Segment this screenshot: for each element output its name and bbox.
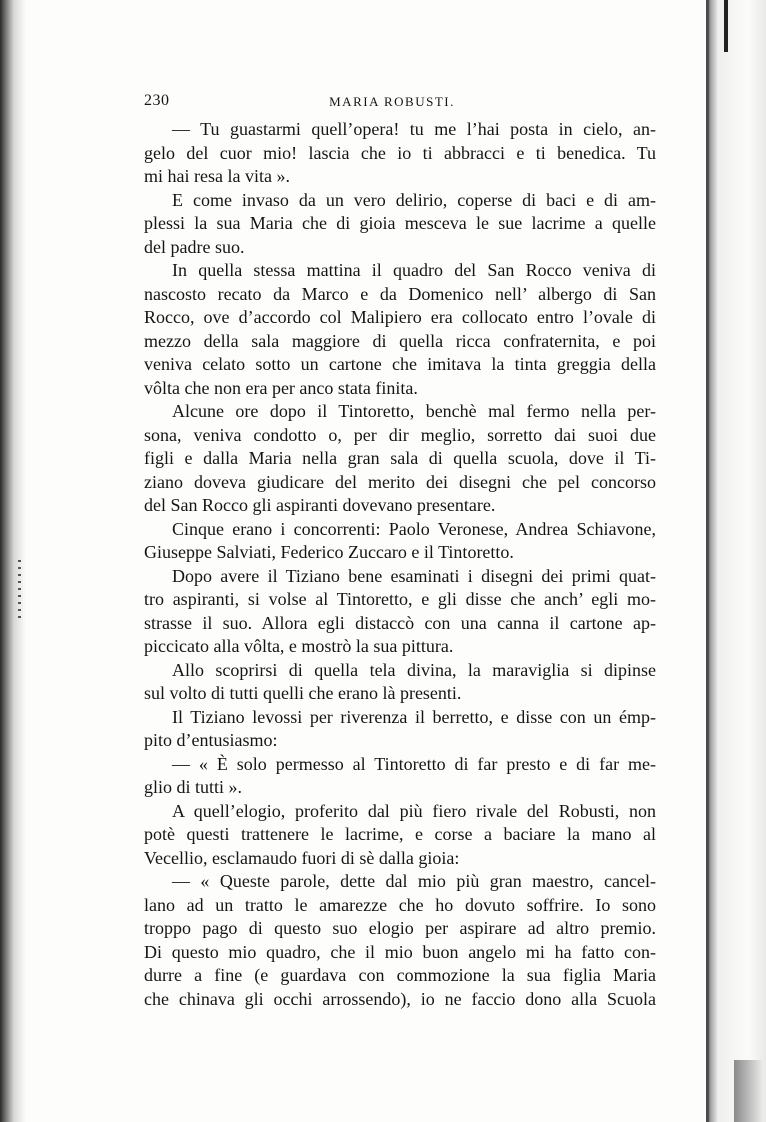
binding-gutter [0, 0, 26, 1122]
gutter-marks [18, 560, 21, 620]
text-line: A quell’elogio, proferito dal più fiero rivale del Robusti, non [172, 800, 656, 821]
text-block [128, 118, 656, 1011]
text-line: Il Tiziano levossi per riverenza il berretto, e disse con un émp- [172, 706, 656, 727]
text-line: glio di tutti ». [144, 777, 243, 797]
text-line: — Tu guastarmi quell’opera! tu me l’hai posta in cielo, an- [172, 119, 656, 139]
text-line: Cinque erano i concorrenti: Paolo Veronese, Andrea Schiavone, [172, 518, 656, 539]
text-line: lano ad un tratto le amarezze che ho dovuto soffrire. Io sono [144, 894, 656, 915]
text-line: durre a fine (e guardava con commozione la sua figlia Maria [144, 965, 656, 985]
running-title: MARIA ROBUSTI. [329, 94, 455, 109]
text-line: del San Rocco gli aspiranti dovevano presentare. [144, 495, 496, 515]
text-line: ziano doveva giudicare del merito dei disegni che pel concorso [144, 471, 656, 492]
text-line: plessi la sua Maria che di gioia mesceva le sue lacrime a quelle [144, 213, 656, 233]
text-line: troppo pago di questo suo elogio per aspirare ad altro premio. [144, 918, 656, 938]
text-line: Giuseppe Salviati, Federico Zuccaro e il Tintoretto. [144, 542, 514, 562]
text-line: vôlta che non era per anco stata finita. [144, 377, 418, 398]
text-line: strasse il suo. Allora egli distaccò con una canna il cartone ap- [144, 612, 656, 633]
text-line: potè questi trattenere le lacrime, e corse a baciare la mano al [144, 824, 656, 844]
page-body [128, 88, 656, 1011]
text-line: Allo scoprirsi di quella tela divina, la maraviglia si dipinse [172, 659, 656, 680]
text-line: mezzo della sala maggiore di quella ricca confraternita, e poi [144, 330, 656, 351]
text-line: sul volto di tutti quelli che erano là presenti. [144, 683, 462, 703]
page-number: 230 [144, 92, 170, 109]
text-line: del padre suo. [144, 236, 245, 257]
page-edge-corner [734, 1060, 764, 1122]
text-line: — « È solo permesso al Tintoretto di far presto e di far me- [172, 753, 656, 774]
text-line: sona, veniva condotto o, per dir meglio, sorretto dai suoi due [144, 424, 656, 445]
text-line: mi hai resa la vita ». [144, 166, 290, 186]
text-line: che chinava gli occhi arrossendo), io ne faccio dono alla Scuola [144, 988, 656, 1009]
page-edge-shadow [708, 0, 766, 1122]
text-line: piccicato alla vôlta, e mostrò la sua pittura. [144, 636, 454, 656]
page-edge-mark [724, 0, 728, 52]
text-line: Vecellio, esclamaudo fuori di sè dalla gioia: [144, 847, 460, 868]
text-line: Dopo avere il Tiziano bene esaminati i disegni dei primi quat- [172, 565, 656, 586]
page-edge [706, 0, 766, 1122]
text-line: veniva celato sotto un cartone che imitava la tinta greggia della [144, 354, 656, 374]
text-line: — « Queste parole, dette dal mio più gran maestro, cancel- [172, 871, 656, 891]
text-line: nascosto recato da Marco e da Domenico nell’ albergo di San [144, 283, 656, 304]
text-line: gelo del cuor mio! lascia che io ti abbracci e ti benedica. Tu [144, 142, 656, 163]
text-line: tro aspiranti, si volse al Tintoretto, e gli disse che anch’ egli mo- [144, 589, 656, 609]
text-line: In quella stessa mattina il quadro del San Rocco veniva di [172, 260, 656, 280]
text-line: E come invaso da un vero delirio, coperse di baci e di am- [172, 189, 656, 210]
text-line: Rocco, ove d’accordo col Malipiero era collocato entro l’ovale di [144, 307, 656, 327]
text-line: figli e dalla Maria nella gran sala di quella scuola, dove il Ti- [144, 448, 656, 468]
text-line: pito d’entusiasmo: [144, 730, 278, 750]
text-line: Di questo mio quadro, che il mio buon angelo mi ha fatto con- [144, 941, 656, 962]
text-line: Alcune ore dopo il Tintoretto, benchè mal fermo nella per- [172, 401, 656, 421]
running-head [128, 88, 656, 118]
